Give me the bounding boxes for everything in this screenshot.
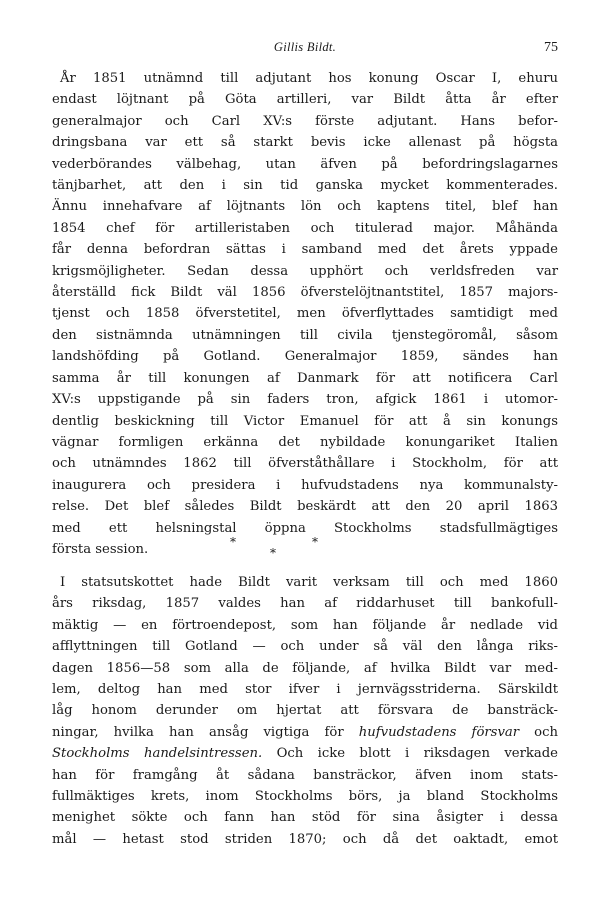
text-line: relse. Det blef således Bildt beskärdt att den 20 april 1863 [52,499,558,515]
text-line [52,722,558,743]
text-line: Ännu innehafvare af löjtnants lön och kaptens titel, blef han [52,199,558,215]
text-line: mäktig — en förtroendepost, som han följande år nedlade vid [52,617,558,633]
text-line: I statsutskottet hade Bildt varit verksam till och med 1860 [60,575,558,590]
asterisk: * [230,535,236,549]
page-header [52,40,558,60]
text-line: krigsmöjligheter. Sedan dessa upphört och verldsfreden var [52,263,558,279]
text-line: den sistnämnda utnämningen till civila tjenstegöromål, såsom [52,327,558,343]
italic-phrase: Stockholms handelsintressen. [52,746,263,762]
text-line: lem, deltog han med stor ifver i jernvägsstriderna. Särskildt [52,682,558,698]
text-line: 1854 chef för artilleristaben och titulerad major. Måhända [52,220,558,236]
text-line: dringsbana var ett så starkt bevis icke allenast på högsta [52,135,558,151]
text-line: samma år till konungen af Danmark för att notificera Carl [52,370,558,386]
text-line: vägnar formligen erkänna det nybildade konungariket Italien [52,434,558,450]
text-line: inaugurera och presidera i hufvudstadens nya kommunalsty- [52,477,558,493]
text-line: tänjbarhet, att den i sin tid ganska mycket kommenterades. [52,178,558,194]
text-line: års riksdag, 1857 valdes han af riddarhuset till bankofull- [52,596,558,612]
text-line: afflyttningen till Gotland — och under så väl den långa riks- [52,639,558,655]
text-line: fullmäktiges krets, inom Stockholms börs, ja bland Stockholms [52,789,558,805]
text-line: vederbörandes välbehag, utan äfven på befordringslagarnes [52,156,558,172]
paragraph-2 [52,572,558,850]
page-number: 75 [544,40,558,55]
text-line: År 1851 utnämnd till adjutant hos konung Oscar I, ehuru [60,71,558,86]
text-line: får denna befordran sättas i samband med det årets yppade [52,242,558,258]
text-line: menighet sökte och fann han stöd för sina åsigter i dessa [52,810,558,826]
text-run: ningar, hvilka han ansåg vigtiga för [52,724,359,740]
text-line: dentlig beskickning till Victor Emanuel för att å sin konungs [52,413,558,429]
text-line: och utnämndes 1862 till öfverståthållare i Stockholm, för att [52,456,558,472]
text-run: Och icke blott i riksdagen verkade [262,746,558,762]
text-line: dagen 1856—58 som alla de följande, af hvilka Bildt var med- [52,660,558,676]
text-line: låg honom derunder om hjertat att försvara de bansträck- [52,703,558,719]
text-line: återställd fick Bildt väl 1856 öfverstelöjtnantstitel, 1857 majors- [52,285,558,301]
paragraph-1 [52,68,558,560]
section-asterism [0,535,592,565]
text-line: generalmajor och Carl XV:s förste adjutant. Hans befor- [52,113,558,129]
italic-phrase: hufvudstadens försvar [358,724,520,740]
text-line: endast löjtnant på Göta artilleri, var Bildt åtta år efter [52,92,558,108]
asterisk: * [270,546,276,560]
running-title: Gillis Bildt. [273,40,337,54]
text-line [52,743,558,764]
text-line: mål — hetast stod striden 1870; och då det oaktadt, emot [52,831,558,847]
text-line: han för framgång åt sådana bansträckor, äfven inom stats- [52,767,558,783]
text-line: landshöfding på Gotland. Generalmajor 1859, sändes han [52,349,558,365]
asterisk: * [312,535,318,549]
text-run: och [519,724,559,740]
text-line: tjenst och 1858 öfverstetitel, men öfverflyttades samtidigt med [52,306,558,322]
text-line: första session. [52,541,149,557]
text-line: med ett helsningstal öppna Stockholms stadsfullmägtiges [52,520,558,536]
text-line: XV:s uppstigande på sin faders tron, afgick 1861 i utomor- [52,392,558,408]
